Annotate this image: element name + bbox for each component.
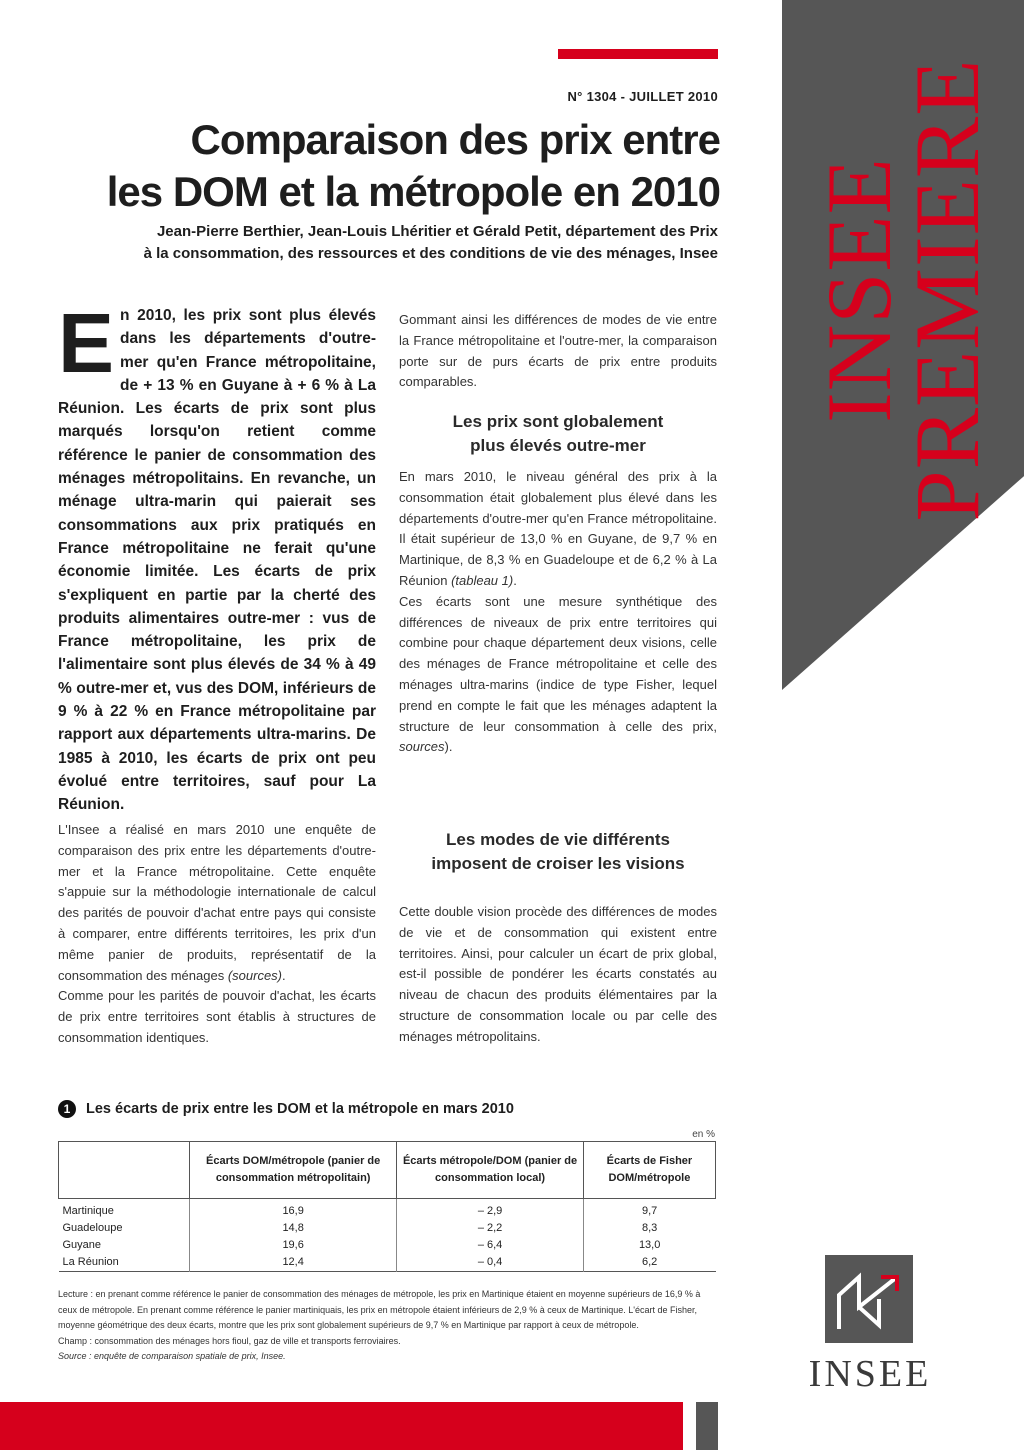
left-paragraph-1-end: . xyxy=(282,967,286,983)
insee-logo-text: INSEE xyxy=(808,1353,932,1395)
insee-logo-mark xyxy=(825,1255,913,1343)
right-paragraph-1-end: . xyxy=(513,572,517,588)
right-column-bottom xyxy=(399,902,717,1048)
table-header-blank xyxy=(59,1142,190,1199)
banner-title-line2: PREMIERE xyxy=(896,58,998,522)
footer-red-bar xyxy=(0,1402,683,1450)
cell-value: 14,8 xyxy=(190,1220,397,1237)
cell-value: 13,0 xyxy=(583,1237,715,1254)
table-row xyxy=(59,1254,716,1272)
page-title xyxy=(60,114,720,218)
sources-reference: (sources) xyxy=(227,967,283,983)
row-label: Guadeloupe xyxy=(62,1222,123,1234)
cell-value: – 2,2 xyxy=(397,1220,584,1237)
authors xyxy=(60,221,718,265)
sources-reference-2: sources xyxy=(399,739,445,755)
row-label: Martinique xyxy=(62,1205,114,1217)
table-title xyxy=(58,1100,514,1118)
footer-grey-bar xyxy=(696,1402,718,1450)
note-source: Source : enquête de comparaison spatiale de prix, Insee. xyxy=(58,1351,286,1362)
cell-value: 9,7 xyxy=(583,1199,715,1221)
section-heading-2-line2: imposent de croiser les visions xyxy=(431,854,685,873)
row-label: Guyane xyxy=(62,1239,102,1251)
lead-paragraph xyxy=(58,296,376,817)
table-row xyxy=(59,1220,716,1237)
right-column-middle xyxy=(399,467,717,758)
cell-value: 12,4 xyxy=(190,1254,397,1272)
left-paragraph-2: Comme pour les parités de pouvoir d'achat, les écarts de prix entre territoires sont établis à structures de consommation identiques. xyxy=(58,988,376,1045)
issue-number: N° 1304 - JUILLET 2010 xyxy=(567,89,718,104)
section-heading-1 xyxy=(399,410,717,458)
authors-line1: Jean-Pierre Berthier, Jean-Louis Lhéritier et Gérald Petit, département des Prix xyxy=(156,223,718,240)
note-champ: Champ : consommation des ménages hors fioul, gaz de ville et transports ferroviaires. xyxy=(58,1335,401,1346)
left-paragraph-1-text: L'Insee a réalisé en mars 2010 une enquête de comparaison des prix entre les départements d'outre-mer et la France métropolitaine. Cette enquête s'appuie sur la méthodologie internationale de calcul des parités de pouvoir d'achat entre pays qui consiste à comparer, entre différents territoires, les prix d'un même panier de produits, représentatif de la consommation des ménages xyxy=(58,822,376,983)
table-header-fisher: Écarts de Fisher DOM/métropole xyxy=(583,1142,715,1199)
cell-value: 16,9 xyxy=(190,1199,397,1221)
table-row xyxy=(59,1199,716,1221)
table-row xyxy=(59,1237,716,1254)
note-lecture: Lecture : en prenant comme référence le panier de consommation des ménages de métropole, les prix en Martinique étaient en moyenne supérieurs de 16,9 % à ceux de métropole. En prenant comme référence le panier martiniquais, les prix en métropole étaient inférieurs de 2,9 % à ceux de Martinique. L'écart de Fisher, moyenne géométrique des deux écarts, montre que les prix sont globalement supérieurs de 9,7 % en Martinique par rapport à ceux de métropole. xyxy=(58,1289,701,1331)
table-notes xyxy=(58,1287,718,1365)
right-paragraph-0: Gommant ainsi les différences de modes de vie entre la France métropolitaine et l'outre-mer, la comparaison porte sur de purs écarts de prix entre produits comparables. xyxy=(399,312,717,390)
table-header-row xyxy=(59,1142,716,1199)
cell-value: – 0,4 xyxy=(397,1254,584,1272)
cell-value: – 2,9 xyxy=(397,1199,584,1221)
banner-title-line1: INSEE xyxy=(808,157,910,423)
left-paragraph-1 xyxy=(58,820,376,986)
table-title-text: Les écarts de prix entre les DOM et la métropole en mars 2010 xyxy=(86,1100,514,1117)
row-label: La Réunion xyxy=(62,1256,119,1268)
section-heading-1-line2: plus élevés outre-mer xyxy=(470,436,646,455)
right-paragraph-2-text: Ces écarts sont une mesure synthétique des différences de niveaux de prix entre territoires qui combine pour chaque département deux visions, celle des ménages de France métropolitaine et celle des ménages ultra-marins (indice de type Fisher, lequel prend en compte le fait que les ménages adaptent la structure de leur consommation à celle des prix, xyxy=(399,593,717,734)
table-header-metropole-dom: Écarts métropole/DOM (panier de consommation local) xyxy=(397,1142,584,1199)
drop-cap: E xyxy=(58,296,115,390)
header-accent-bar xyxy=(558,49,718,59)
cell-value: 6,2 xyxy=(583,1254,715,1272)
right-paragraph-3: Cette double vision procède des différences de modes de vie et de consommation qui existent entre territoires. Ainsi, pour calculer un écart de prix global, est-il possible de pondérer les écarts constatés au niveau de chacun des produits élémentaires par la structure de consommation locale ou par celle des ménages métropolitains. xyxy=(399,904,717,1044)
section-heading-1-line1: Les prix sont globalement xyxy=(452,412,664,431)
table-number-badge: 1 xyxy=(58,1100,76,1118)
right-paragraph-1 xyxy=(399,467,717,592)
cell-value: 8,3 xyxy=(583,1220,715,1237)
insee-logo-icon xyxy=(825,1255,913,1343)
cell-value: – 6,4 xyxy=(397,1237,584,1254)
right-paragraph-2 xyxy=(399,592,717,758)
section-heading-2 xyxy=(399,828,717,876)
banner-title xyxy=(808,58,998,522)
cell-value: 19,6 xyxy=(190,1237,397,1254)
table-unit: en % xyxy=(692,1129,715,1140)
page-title-line1: Comparaison des prix entre xyxy=(190,116,720,163)
table-reference: (tableau 1) xyxy=(451,572,514,588)
right-column-top xyxy=(399,310,717,393)
price-gap-table xyxy=(58,1141,716,1272)
authors-line2: à la consommation, des ressources et des conditions de vie des ménages, Insee xyxy=(143,245,718,262)
right-paragraph-1-text: En mars 2010, le niveau général des prix à la consommation était globalement plus élevé dans les départements d'outre-mer qu'en France métropolitaine. Il était supérieur de 13,0 % en Guyane, de 9,7 % en Martinique, de 8,3 % en Guadeloupe et de 6,2 % à La Réunion xyxy=(399,469,717,588)
left-column xyxy=(58,820,376,1049)
right-paragraph-2-end: ). xyxy=(444,739,453,755)
page-title-line2: les DOM et la métropole en 2010 xyxy=(106,168,720,215)
lead-text: n 2010, les prix sont plus élevés dans les départements d'outre-mer qu'en France métropolitaine, de + 13 % en Guyane à + 6 % à La Réunion. Les écarts de prix sont plus marqués lorsqu'on retient comme référence le panier de consommation des ménages métropolitains. En revanche, un ménage ultra-marin qui paierait ses consommations aux prix pratiqués en France métropolitaine ne ferait qu'une économie limitée. Les écarts de prix s'expliquent en partie par la cherté des produits alimentaires outre-mer : vus de France métropolitaine, les prix de l'alimentaire sont plus élevés de 34 % à 49 % outre-mer et, vus des DOM, inférieurs de 9 % à 22 % en France métropolitaine par rapport aux départements ultra-marins. De 1985 à 2010, les écarts de prix ont peu évolué entre territoires, sauf pour La Réunion. xyxy=(58,307,376,814)
section-heading-2-line1: Les modes de vie différents xyxy=(446,830,670,849)
table-header-dom-metropole: Écarts DOM/métropole (panier de consommation métropolitain) xyxy=(190,1142,397,1199)
